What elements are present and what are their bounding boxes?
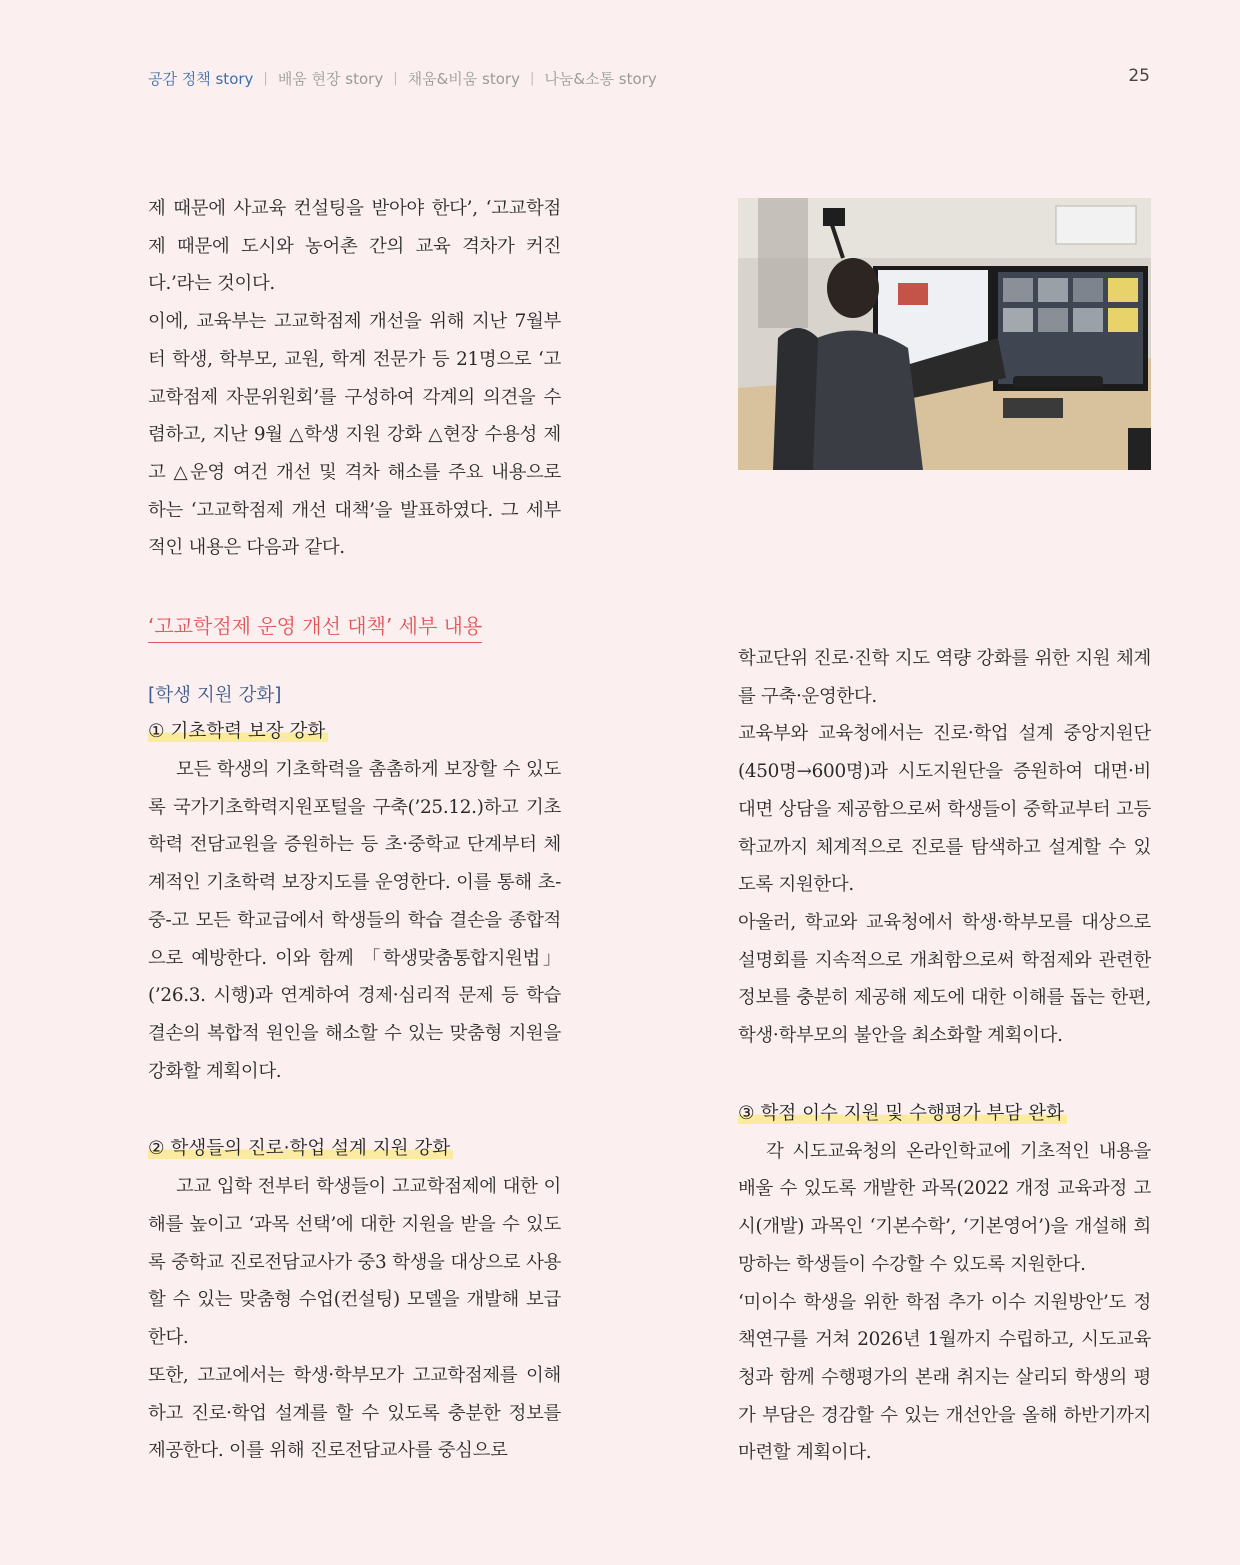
item1-title-text: ① 기초학력 보장 강화 <box>148 721 328 742</box>
item2-title-text: ② 학생들의 진로·학업 설계 지원 강화 <box>148 1138 453 1159</box>
item3-paragraph: 각 시도교육청의 온라인학교에 기초적인 내용을 배울 수 있도록 개발한 과목(2022 개정 교육과정 고시(개발) 과목인 ‘기본수학’, ‘기본영어’)을 개설해 희망하는 학생들이 수강할 수 있도록 지원한다. <box>738 1140 1151 1275</box>
item3-title <box>738 1099 1151 1129</box>
nav-item-field-story[interactable]: 배움 현장 story <box>277 70 384 88</box>
nav-separator: | <box>393 71 398 86</box>
intro-paragraph-1: 제 때문에 사교육 컨설팅을 받아야 한다’, ‘고교학점제 때문에 도시와 농어촌 간의 교육 격차가 커진다.’라는 것이다. <box>148 198 561 295</box>
left-column <box>148 190 561 1470</box>
right-paragraph-2: 교육부와 교육청에서는 진로·학업 설계 중앙지원단(450명→600명)과 시도지원단을 증원하여 대면·비대면 상담을 제공함으로써 학생들이 중학교부터 고등학교까지 체계적으로 진로를 탐색하고 설계할 수 있도록 지원한다. <box>738 723 1151 896</box>
item3-paragraph-2: ‘미이수 학생을 위한 학점 추가 이수 지원방안’도 정책연구를 거쳐 2026년 1월까지 수립하고, 시도교육청과 함께 수행평가의 본래 취지는 살리되 학생의 평가 부담은 경감할 수 있는 개선안을 올해 하반기까지 마련할 계획이다. <box>738 1291 1151 1464</box>
item2-title <box>148 1134 561 1164</box>
item1-paragraph: 모든 학생의 기초학력을 촘촘하게 보장할 수 있도록 국가기초학력지원포털을 구축(’25.12.)하고 기초학력 전담교원을 증원하는 등 초·중학교 단계부터 체계적인 기초학력 보장지도를 운영한다. 이를 통해 초-중-고 모든 학교급에서 학생들의 학습 결손을 종합적으로 예방한다. 이와 함께 「학생맞춤통합지원법」(’26.3. 시행)과 연계하여 경제·심리적 문제 등 학습 결손의 복합적 원인을 해소할 수 있는 맞춤형 지원을 강화할 계획이다. <box>148 759 561 1082</box>
item3-title-text: ③ 학점 이수 지원 및 수행평가 부담 완화 <box>738 1103 1067 1124</box>
section-title-text: ‘고교학점제 운영 개선 대책’ 세부 내용 <box>148 614 482 643</box>
nav-separator: | <box>529 71 535 86</box>
nav-item-fill-empty-story[interactable]: 채움&비움 story <box>407 70 520 88</box>
nav-separator: | <box>263 71 268 86</box>
right-paragraph-1: 학교단위 진로·진학 지도 역량 강화를 위한 지원 체계를 구축·운영한다. <box>738 648 1151 707</box>
section-nav <box>148 68 657 89</box>
right-column <box>738 640 1151 1472</box>
section-title <box>148 611 561 641</box>
intro-paragraph-2: 이에, 교육부는 고교학점제 개선을 위해 지난 7월부터 학생, 학부모, 교원, 학계 전문가 등 21명으로 ‘고교학점제 자문위원회’를 구성하여 각계의 의견을 수렴하고, 지난 9월 △학생 지원 강화 △현장 수용성 제고 △운영 여건 개선 및 격차 해소를 주요 내용으로 하는 ‘고교학점제 개선 대책’을 발표하였다. 그 세부적인 내용은 다음과 같다. <box>148 311 561 559</box>
page-number: 25 <box>1128 66 1150 86</box>
spacer <box>148 1090 561 1128</box>
nav-item-share-story[interactable]: 나눔&소통 story <box>544 70 657 88</box>
page-header <box>148 66 1150 92</box>
right-paragraph-3: 아울러, 학교와 교육청에서 학생·학부모를 대상으로 설명회를 지속적으로 개최함으로써 학점제와 관련한 정보를 충분히 제공해 제도에 대한 이해를 돕는 한편, 학생·학부모의 불안을 최소화할 계획이다. <box>738 911 1151 1047</box>
student-photo <box>738 198 1151 470</box>
photo-container <box>738 198 1151 470</box>
group-title: [학생 지원 강화] <box>148 685 282 707</box>
item1-title <box>148 717 561 747</box>
nav-item-policy-story[interactable]: 공감 정책 story <box>148 70 254 88</box>
photo-illustration <box>738 198 1151 470</box>
spacer <box>738 1055 1151 1093</box>
item2-paragraph: 고교 입학 전부터 학생들이 고교학점제에 대한 이해를 높이고 ‘과목 선택’에 대한 지원을 받을 수 있도록 중학교 진로전담교사가 중3 학생을 대상으로 사용할 수 있는 맞춤형 수업(컨설팅) 모델을 개발해 보급한다. <box>148 1176 561 1349</box>
item2-paragraph-2: 또한, 고교에서는 학생·학부모가 고교학점제를 이해하고 진로·학업 설계를 할 수 있도록 충분한 정보를 제공한다. 이를 위해 진로전담교사를 중심으로 <box>148 1364 561 1462</box>
